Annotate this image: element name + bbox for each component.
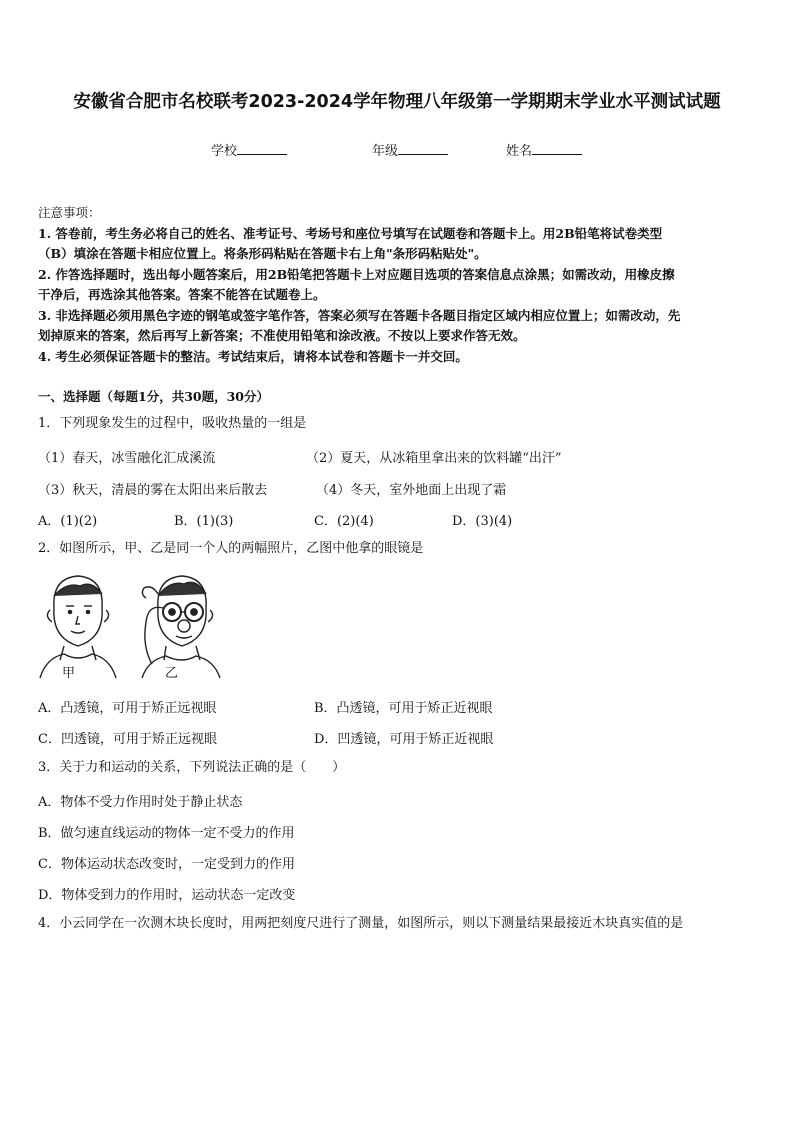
grade-blank[interactable] [398, 142, 448, 155]
school-blank[interactable] [237, 142, 287, 155]
note-line: 干净后，再选涂其他答案。答案不能答在试题卷上。 [38, 287, 326, 302]
figure-label-jia: 甲 [62, 666, 76, 681]
q1-statement-2: （2）夏天，从冰箱里拿出来的饮料罐“出汗” [306, 451, 562, 466]
q3-stem: 3．关于力和运动的关系，下列说法正确的是（ ） [38, 760, 346, 775]
q3-option-a[interactable]: A．物体不受力作用时处于静止状态 [38, 795, 243, 810]
q3-option-c[interactable]: C．物体运动状态改变时，一定受到力的作用 [38, 857, 295, 872]
figure-label-yi: 乙 [165, 666, 179, 681]
note-line: 4. 考生必须保证答题卡的整洁。考试结束后，请将本试卷和答题卡一并交回。 [38, 348, 468, 364]
face-yi-illustration [142, 576, 220, 678]
q1-option-b[interactable]: B．(1)(3) [174, 514, 234, 529]
notes-heading: 注意事项： [38, 205, 101, 220]
section-heading: 一、选择题（每题1分，共30题，30分） [38, 389, 269, 404]
q1-stem: 1．下列现象发生的过程中，吸收热量的一组是 [38, 416, 307, 431]
note-line: 2. 作答选择题时，选出每小题答案后，用2B铅笔把答题卡上对应题目选项的答案信息点涂黑；如需改动，用橡皮擦 [38, 266, 675, 282]
school-field[interactable] [211, 140, 287, 159]
q1-statement-1: （1）春天，冰雪融化汇成溪流 [38, 451, 216, 466]
q1-statement-3: （3）秋天，清晨的雾在太阳出来后散去 [38, 483, 268, 498]
q3-option-b[interactable]: B．做匀速直线运动的物体一定不受力的作用 [38, 826, 295, 841]
name-label: 姓名 [506, 144, 533, 159]
q2-option-d[interactable]: D．凹透镜，可用于矫正近视眼 [314, 732, 494, 747]
face-jia-illustration [40, 576, 116, 678]
school-label: 学校 [211, 144, 238, 159]
note-line: （B）填涂在答题卡相应位置上。将条形码粘贴在答题卡右上角"条形码粘贴处"。 [38, 246, 487, 261]
grade-field[interactable] [372, 140, 448, 159]
q2-option-c[interactable]: C．凹透镜，可用于矫正远视眼 [38, 732, 217, 747]
exam-title: 安徽省合肥市名校联考2023-2024学年物理八年级第一学期期末学业水平测试试题 [73, 92, 721, 112]
q1-option-c[interactable]: C．(2)(4) [314, 514, 374, 529]
q1-statement-4: （4）冬天，室外地面上出现了霜 [316, 483, 507, 498]
note-line: 1. 答卷前，考生务必将自己的姓名、准考证号、考场号和座位号填写在试题卷和答题卡上。用2B铅笔将试卷类型 [38, 225, 663, 241]
q2-option-a[interactable]: A．凸透镜，可用于矫正远视眼 [38, 701, 217, 716]
name-field[interactable] [506, 140, 582, 159]
q2-stem: 2．如图所示，甲、乙是同一个人的两幅照片，乙图中他拿的眼镜是 [38, 541, 424, 556]
note-line: 3. 非选择题必须用黑色字迹的钢笔或签字笔作答，答案必须写在答题卡各题目指定区域内相应位置上；如需改动，先 [38, 307, 681, 323]
notes-block [38, 203, 758, 367]
q1-option-d[interactable]: D．(3)(4) [452, 514, 513, 529]
note-line: 划掉原来的答案，然后再写上新答案；不准使用铅笔和涂改液。不按以上要求作答无效。 [38, 328, 526, 343]
q3-option-d[interactable]: D．物体受到力的作用时，运动状态一定改变 [38, 888, 296, 903]
name-blank[interactable] [532, 142, 582, 155]
q2-option-b[interactable]: B．凸透镜，可用于矫正近视眼 [314, 701, 493, 716]
q1-option-a[interactable]: A．(1)(2) [38, 514, 98, 529]
q4-stem: 4．小云同学在一次测木块长度时，用两把刻度尺进行了测量，如图所示，则以下测量结果最接近木块真实值的是 [38, 916, 684, 931]
grade-label: 年级 [372, 144, 399, 159]
